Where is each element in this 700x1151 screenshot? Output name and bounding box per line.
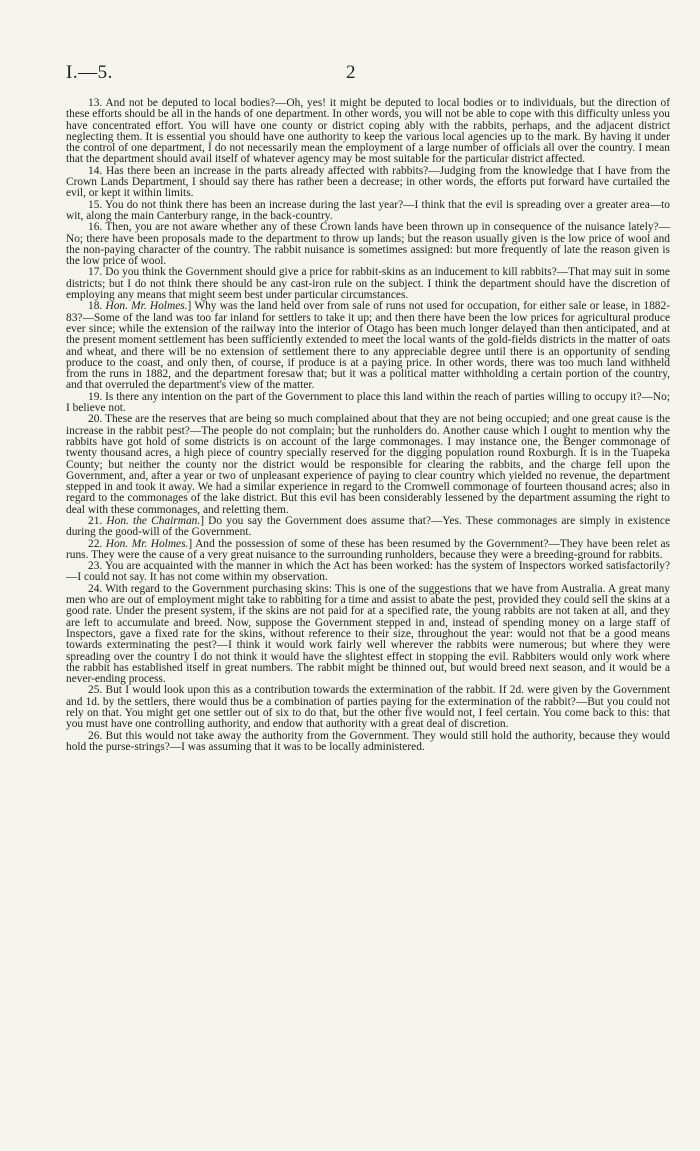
page-number: 2 bbox=[346, 62, 356, 83]
paragraph-16: 16. Then, you are not aware whether any of these Crown lands have been thrown up in consequence of the nuisance lately?—No; there have been proposals made to the department to throw up lands; but the reason usually given is the low price of wool and the non-paying character of the country. The rabbit nuisance is sometimes assigned: but more frequently of late the reason given is the low price of wool. bbox=[66, 221, 670, 268]
paragraph-15: 15. You do not think there has been an increase during the last year?—I think that the evil is spreading over a greater area—to wit, along the main Canterbury range, in the back-country. bbox=[66, 198, 670, 222]
paragraph-22: 22. Hon. Mr. Holmes.] And the possession of some of these has been resumed by the Government?—They have been relet as runs. They were the cause of a very great nuisance to the surrounding runholders, because they were a breeding-ground for rabbits. bbox=[66, 537, 670, 561]
document-reference: I.—5. bbox=[66, 62, 113, 83]
paragraph-25: 25. But I would look upon this as a contribution towards the extermination of the rabbit. If 2d. were given by the Government and 1d. by the settlers, there would thus be a combination of parties paying for the extermination of the rabbit?—But you could not rely on that. You might get one settler out of six to do that, but the other five would not, I feel certain. You come back to this: that you must have one controlling authority, and endow that authority with a great deal of discretion. bbox=[66, 684, 670, 731]
paragraph-24: 24. With regard to the Government purchasing skins: This is one of the suggestions that we have from Australia. A great many men who are out of employment might take to rabbiting for a time and assist to abate the pest, provided they could sell the skins at a good rate. Under the present system, if the skins are not paid for at a specified rate, the young rabbits are not taken at all, and they are left to accumulate and breed. Now, suppose the Government stepped in and, instead of spending money on a large staff of Inspectors, gave a fixed rate for the skins, without reference to their size, throughout the year: would not that be a good means towards exterminating the pest?—I think it would work fairly well wherever the rabbits were numerous; but where they were spreading over the country I do not think it would have the slightest effect in stopping the evil. Rabbiters would only work where the rabbit has established itself in great numbers. The rabbit might be thinned out, but would breed next season, and it would be a never-ending process. bbox=[66, 582, 670, 686]
paragraph-18: 18. Hon. Mr. Holmes.] Why was the land held over from sale of runs not used for occupation, for either sale or lease, in 1882-83?—Some of the land was too far inland for settlers to take it up; and then there have been the low prices for agricultural produce ever since; while the extension of the railway into the interior of Otago has been much longer delayed than then anticipated, and at the present moment settlement has been sufficiently extended to meet the local wants of the gold-fields districts in the matter of oats and wheat, and there will be no extension of settlement there to any appreciable degree until there is an opportunity of sending produce to the coast, and only then, of course, if produce is at a paying price. In other words, there was too much land withheld from the runs in 1882, and the department foresaw that; but it was a political matter withholding a certain portion of the country, and that overruled the department's view of the matter. bbox=[66, 300, 670, 392]
paragraph-21: 21. Hon. the Chairman.] Do you say the Government does assume that?—Yes. These commonages are simply in existence during the good-will of the Government. bbox=[66, 514, 671, 539]
page-header bbox=[66, 62, 670, 88]
paragraph-19: 19. Is there any intention on the part of the Government to place this land within the reach of parties willing to occupy it?—No; I believe not. bbox=[66, 390, 670, 415]
paragraph-23: 23. You are acquainted with the manner in which the Act has been worked: has the system of Inspectors worked satisfactorily?—I could not say. It has not come within my observation. bbox=[66, 560, 670, 584]
paragraph-20: 20. These are the reserves that are being so much complained about that they are not being occupied; and one great cause is the increase in the rabbit pest?—The people do not complain; but the runholders do. Another cause which I ought to mention why the rabbits have got hold of some districts is on account of the large commonages. I may instance one, the Benger commonage of twenty thousand acres, a high piece of country specially reserved for the digging population round Roxburgh. It is in the Tuapeka County; but neither the county nor the district would be responsible for clearing the rabbits, and the charge fell upon the Government, and, after a year or two of unpleasant experience of paying to clear country which yielded no revenue, the department stepped in and took it away. We had a similar experience in regard to the Cromwell commonage of fourteen thousand acres; also in regard to the commonages of the lake district. But this evil has been considerably lessened by the department assuming the right to deal with these commonages, and reletting them. bbox=[66, 413, 670, 516]
document-body bbox=[66, 98, 670, 753]
paragraph-13: 13. And not be deputed to local bodies?—Oh, yes! it might be deputed to local bodies or to individuals, but the direction of these efforts should be all in the hands of one department. In other words, you will not be able to cope with this difficulty unless you have concentrated effort. You will have one county or district coping ably with the rabbits, perhaps, and the adjacent district neglecting them. It is essential you should have one authority to keep the various local agencies up to the mark. By having it under the control of one department, I do not necessarily mean the employment of a large number of officials all over the country. I mean that the department should avail itself of whatever agency may be most suitable for the particular district affected. bbox=[66, 97, 670, 166]
paragraph-17: 17. Do you think the Government should give a price for rabbit-skins as an inducement to kill rabbits?—That may suit in some districts; but I do not think there should be any cast-iron rule on the subject. I think the department should have the discretion of employing any means that might seem best under particular circumstances. bbox=[66, 266, 670, 302]
paragraph-14: 14. Has there been an increase in the parts already affected with rabbits?—Judging from the knowledge that I have from the Crown Lands Department, I should say there has rather been a decrease; in other words, the efforts put forward have curtailed the evil, or kept it within limits. bbox=[66, 164, 670, 200]
paragraph-26: 26. But this would not take away the authority from the Government. They would still hold the authority, because they would hold the purse-strings?—I was assuming that it was to be locally administered. bbox=[66, 729, 670, 753]
